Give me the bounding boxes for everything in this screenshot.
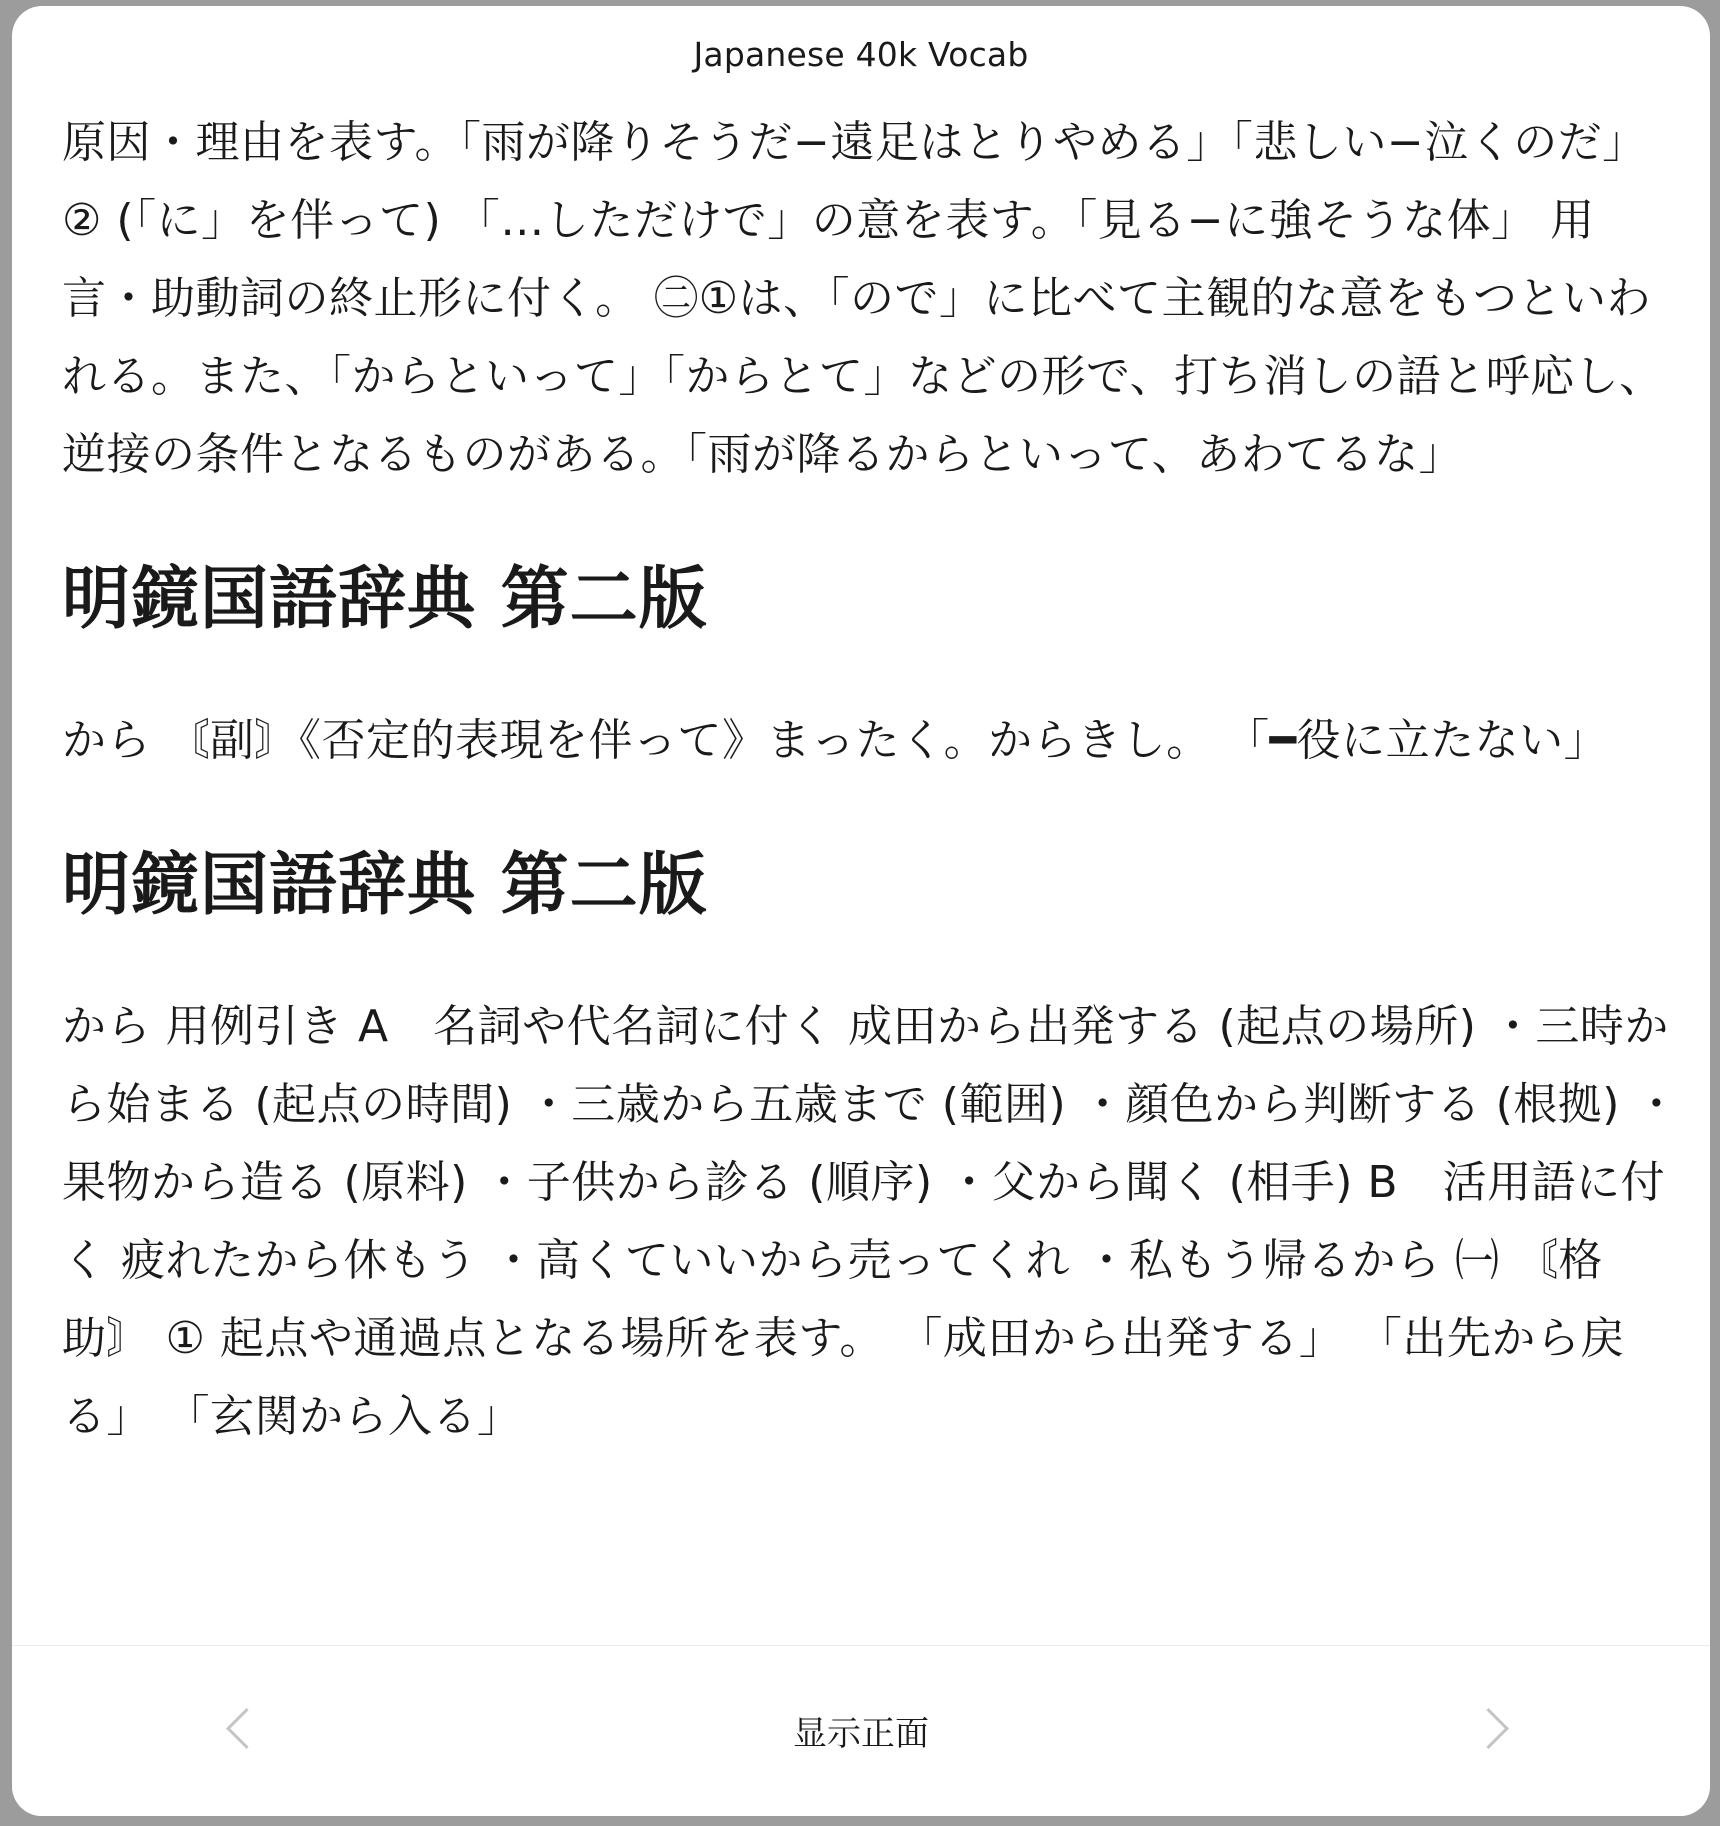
chevron-right-icon bbox=[1467, 1707, 1508, 1748]
chevron-left-icon bbox=[225, 1707, 266, 1748]
show-front-button[interactable]: 显示正面 bbox=[783, 1706, 939, 1755]
definition-paragraph: から 〘副〙《否定的表現を伴って》まったく。からきし。 「━役に立たない」 bbox=[62, 715, 1609, 766]
card-footer bbox=[12, 1645, 1710, 1816]
previous-button[interactable] bbox=[200, 1688, 280, 1768]
deck-title: Japanese 40k Vocab bbox=[693, 35, 1029, 74]
dictionary-heading: 明鏡国語辞典 第二版 bbox=[62, 560, 708, 639]
definition-paragraph: 原因・理由を表す。「雨が降りそうだ−遠足はとりやめる」「悲しい−泣くのだ」 ② (「に」を伴って) 「…しただけで」の意を表す。「見る−に強そうな体」 用言・助動詞の終止形に付く。 ㊁①は、「ので」に比べて主観的な意をもつといわれる。また、「からといって」「からとて」などの形で、打ち消しの語と呼応し、逆接の条件となるものがある。「雨が降るからといって、あわてるな」 bbox=[62, 117, 1664, 480]
card-sheet bbox=[12, 6, 1710, 1816]
next-button[interactable] bbox=[1454, 1688, 1534, 1768]
definition-paragraph: から 用例引き A 名詞や代名詞に付く 成田から出発する (起点の場所) ・三時から始まる (起点の時間) ・三歳から五歳まで (範囲) ・顔色から判断する (根拠) ・果物から造る (原料) ・子供から診る (順序) ・父から聞く (相手) B 活用語に付く 疲れたから休もう ・高くていいから売ってくれ ・私もう帰るから ㈠ 〘格助〙 ① 起点や通過点となる場所を表す。 「成田から出発する」 「出先から戻る」 「玄関から入る」 bbox=[62, 1001, 1679, 1442]
card-back-content[interactable] bbox=[62, 104, 1682, 1652]
sheet-header bbox=[12, 6, 1710, 104]
dictionary-heading: 明鏡国語辞典 第二版 bbox=[62, 846, 708, 925]
